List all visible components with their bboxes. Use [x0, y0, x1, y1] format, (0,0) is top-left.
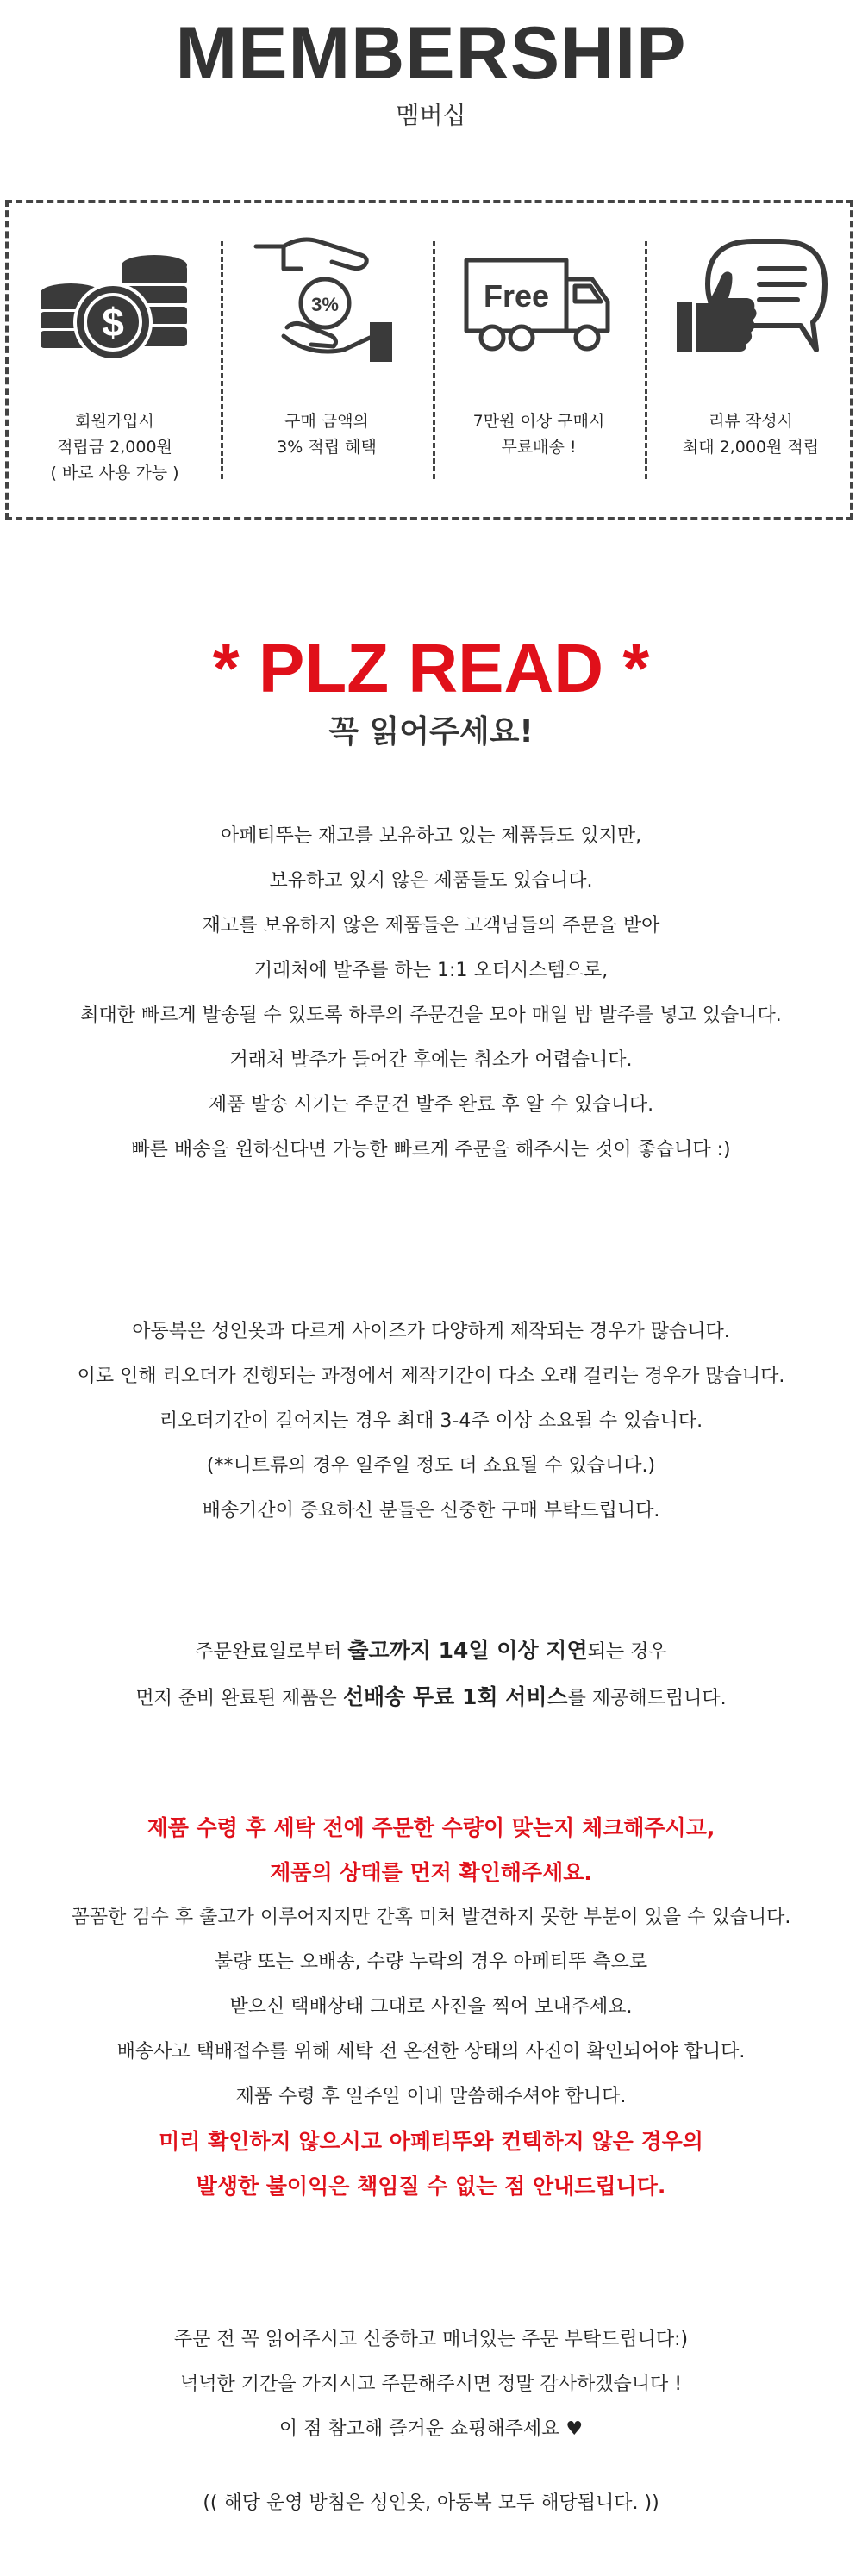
- text-line: (**니트류의 경우 일주일 정도 더 쇼요될 수 있습니다.): [206, 1455, 656, 1477]
- text-line: 받으신 택배상태 그대로 사진을 찍어 보내주세요.: [229, 1996, 633, 2018]
- footer-note: [0, 2481, 862, 2526]
- benefit-signup-text: 회원가입시 적립금 2,000원 ( 바로 사용 가능 ): [50, 412, 179, 482]
- closing-section: [0, 2318, 862, 2452]
- text-line: 아페티뚜는 재고를 보유하고 있는 제품들도 있지만,: [220, 825, 642, 847]
- page-title: MEMBERSHIP: [175, 12, 687, 95]
- text-line: 주문 전 꼭 읽어주시고 신중하고 매너있는 주문 부탁드립니다:): [173, 2329, 689, 2350]
- free-delivery-truck-icon: [461, 229, 616, 367]
- hands-percent-icon: [249, 229, 404, 367]
- highlight-text: 선배송 무료 1회 서비스: [342, 1684, 568, 1709]
- coins-dollar-icon: [37, 229, 192, 367]
- page-subtitle: 멤버십: [396, 101, 466, 129]
- benefit-signup: [9, 203, 221, 517]
- svg-text:Free: Free: [483, 278, 550, 314]
- inspection-section: [0, 1806, 862, 2209]
- text-line: 리오더기간이 길어지는 경우 최대 3-4주 이상 소요될 수 있습니다.: [159, 1410, 703, 1432]
- warning-line: 미리 확인하지 않으시고 아페티뚜와 컨텍하지 않은 경우의: [159, 2129, 703, 2154]
- warning-line: 제품 수령 후 세탁 전에 주문한 수량이 맞는지 체크해주시고,: [147, 1815, 715, 1840]
- text-line: 꼼꼼한 검수 후 출고가 이루어지지만 간혹 미처 발견하지 못한 부분이 있을 수 있습니다.: [71, 1907, 791, 1928]
- text-line: 거래처 발주가 들어간 후에는 취소가 어렵습니다.: [229, 1049, 633, 1071]
- text-line: 이 점 참고해 즐거운 쇼핑해주세요 ♥: [278, 2418, 584, 2440]
- text-line: 불량 또는 오배송, 수량 누락의 경우 아페티뚜 측으로: [214, 1951, 648, 1973]
- kids-reorder-section: [0, 1310, 862, 1534]
- notice-title: * PLZ READ *: [212, 630, 650, 706]
- text-line: 보유하고 있지 않은 제품들도 있습니다.: [269, 870, 593, 892]
- text-line: 제품 발송 시기는 주문건 발주 완료 후 알 수 있습니다.: [208, 1094, 654, 1116]
- svg-text:3%: 3%: [311, 294, 339, 315]
- benefit-review-text: 리뷰 작성시 최대 2,000원 적립: [682, 412, 820, 457]
- text-line: 아동복은 성인옷과 다르게 사이즈가 다양하게 제작되는 경우가 많습니다.: [132, 1321, 730, 1342]
- benefit-review: [645, 203, 857, 517]
- text-line: 빠른 배송을 원하신다면 가능한 빠르게 주문을 해주시는 것이 좋습니다 :): [131, 1139, 731, 1160]
- benefit-free-shipping-text: 7만원 이상 구매시 무료배송 !: [472, 412, 605, 457]
- text-line: 이로 인해 리오더가 진행되는 과정에서 제작기간이 다소 오래 걸리는 경우가 많습니다.: [77, 1366, 785, 1387]
- notice-subtitle: 꼭 읽어주세요!: [328, 714, 534, 750]
- text-line: 먼저 준비 완료된 제품은 선배송 무료 1회 서비스를 제공해드립니다.: [135, 1684, 727, 1709]
- text-line: 제품 수령 후 일주일 이내 말씀해주셔야 합니다.: [235, 2086, 627, 2107]
- thumbs-up-speech-bubble-icon: [673, 229, 828, 367]
- heart-icon: ♥: [565, 2418, 584, 2440]
- text-line: 배송기간이 중요하신 분들은 신중한 구매 부탁드립니다.: [202, 1500, 660, 1521]
- policy-note: (( 해당 운영 방침은 성인옷, 아동복 모두 해당됩니다. )): [203, 2492, 659, 2514]
- warning-line: 발생한 불이익은 책임질 수 없는 점 안내드립니다.: [196, 2174, 666, 2199]
- benefit-point-rate: [221, 203, 433, 517]
- order-system-section: [0, 814, 862, 1173]
- membership-benefits-box: [5, 200, 853, 520]
- text-line: 재고를 보유하지 않은 제품들은 고객님들의 주문을 받아: [202, 915, 660, 936]
- highlight-text: 출고까지 14일 이상 지연: [347, 1638, 588, 1663]
- delay-service-section: [0, 1628, 862, 1721]
- text-line: 배송사고 택배접수를 위해 세탁 전 온전한 상태의 사진이 확인되어야 합니다.: [116, 2041, 746, 2063]
- text-line: 주문완료일로부터 출고까지 14일 이상 지연되는 경우: [195, 1638, 667, 1663]
- warning-line: 제품의 상태를 먼저 확인해주세요.: [270, 1860, 592, 1885]
- text-line: 최대한 빠르게 발송될 수 있도록 하루의 주문건을 모아 매일 밤 발주를 넣고 있습니다.: [80, 1005, 782, 1026]
- benefit-point-rate-text: 구매 금액의 3% 적립 혜택: [277, 412, 377, 457]
- svg-text:$: $: [102, 300, 124, 345]
- text-line: 넉넉한 기간을 가지시고 주문해주시면 정말 감사하겠습니다 !: [179, 2374, 683, 2395]
- benefit-free-shipping: [433, 203, 645, 517]
- text-line: 거래처에 발주를 하는 1:1 오더시스템으로,: [253, 960, 609, 981]
